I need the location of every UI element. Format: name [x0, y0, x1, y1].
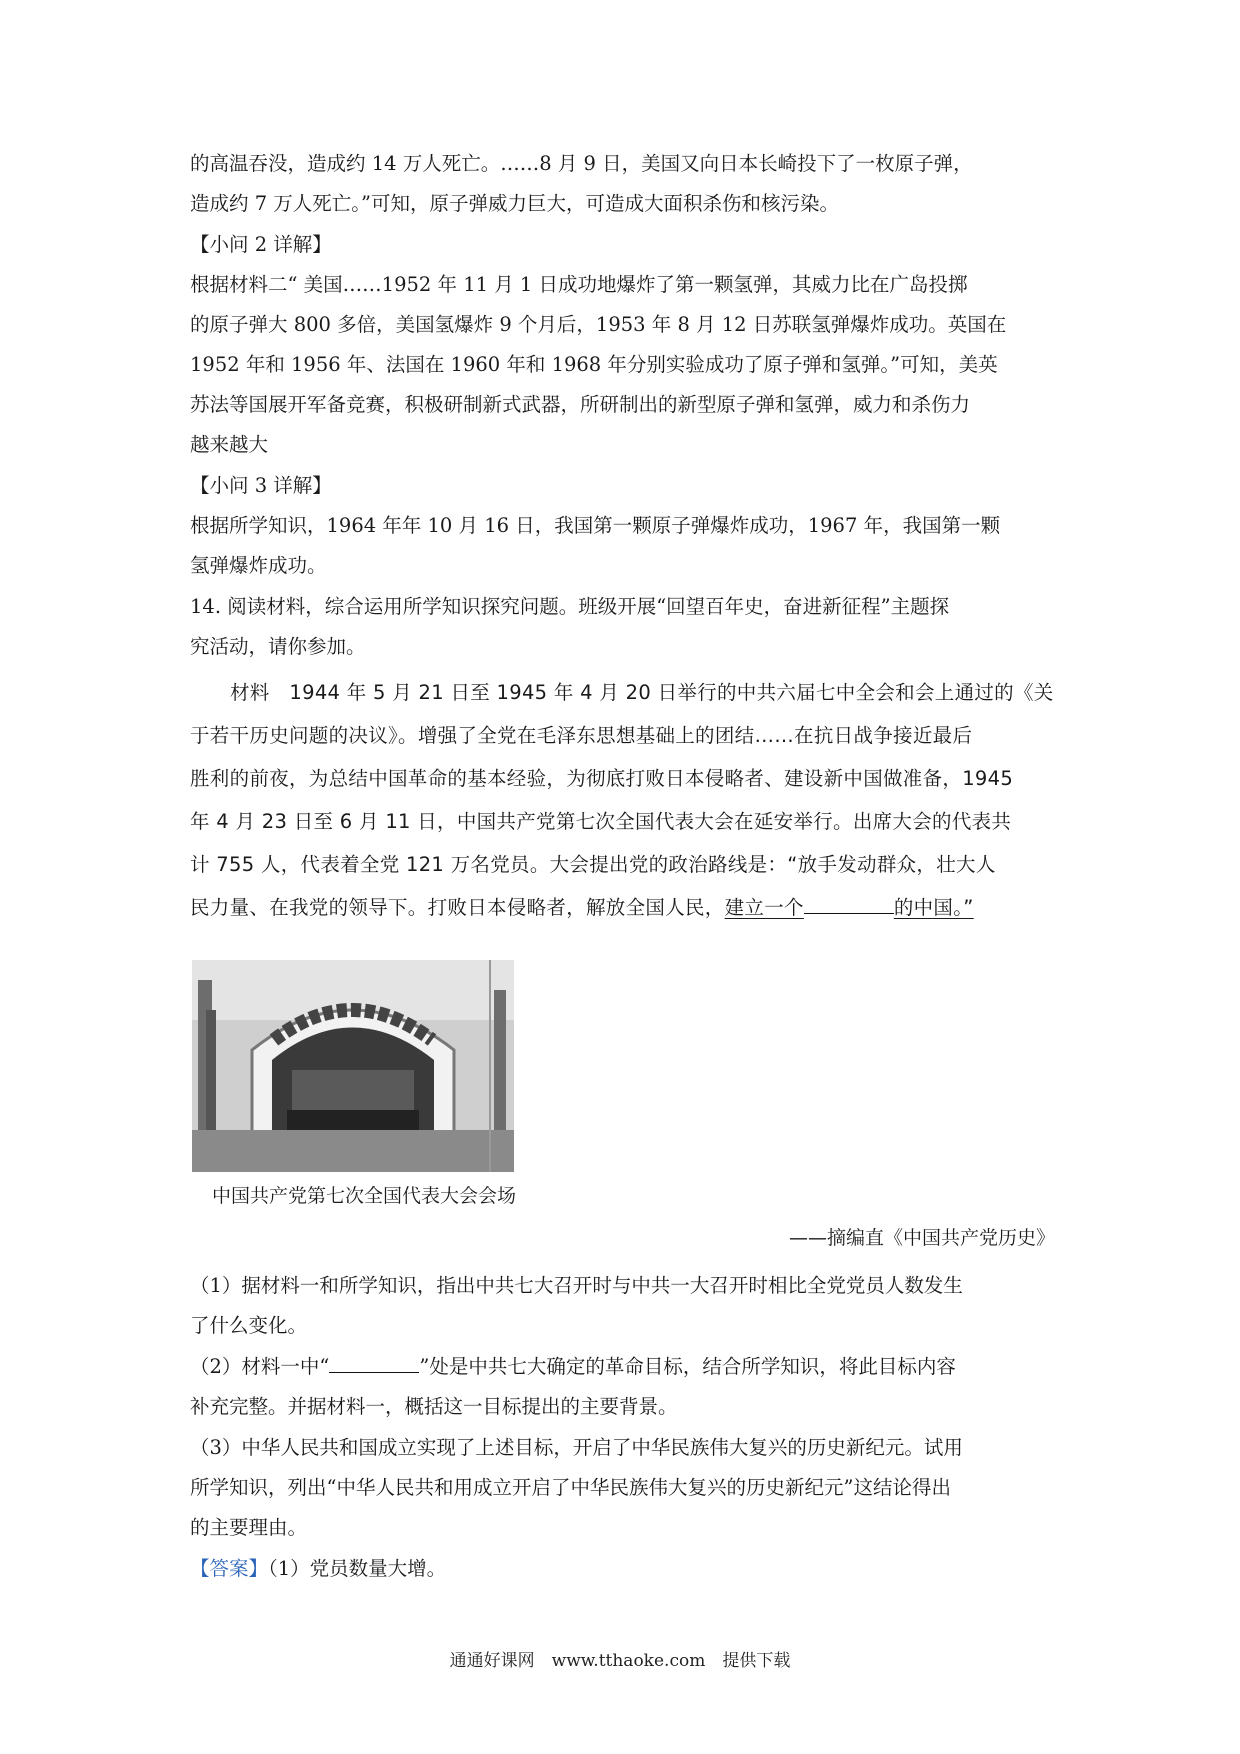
congress-hall-illustration [192, 960, 514, 1172]
question-line [190, 1347, 1060, 1387]
section-heading: 【小问 3 详解】 [190, 474, 332, 497]
material-line: 年 4 月 23 日至 6 月 11 日，中国共产党第七次全国代表大会在延安举行。出席大会的代表共 [190, 810, 1012, 833]
text-line: 的高温吞没，造成约 14 万人死亡。……8 月 9 日，美国又向日本长崎投下了一枚原子弹， [190, 152, 973, 175]
material-text: 民力量、在我党的领导下。打败日本侵略者，解放全国人民， [190, 896, 725, 919]
material-line: 材料 1944 年 5 月 21 日至 1945 年 4 月 20 日举行的中共六届七中全会和会上通过的《关 [230, 681, 1054, 704]
underlined-text: 建立一个 [724, 896, 804, 919]
question-line: （3）中华人民共和国成立实现了上述目标，开启了中华民族伟大复兴的历史新纪元。试用 [190, 1436, 963, 1459]
text-line: 究活动，请你参加。 [190, 635, 366, 658]
text-line: 越来越大 [190, 433, 269, 456]
question-line: 了什么变化。 [190, 1314, 308, 1337]
underlined-text: 的中国。” [893, 896, 974, 919]
material-line: 胜利的前夜，为总结中国革命的基本经验，为彻底打败日本侵略者、建设新中国做准备，1945 [190, 767, 1014, 790]
text-line: 氢弹爆炸成功。 [190, 554, 327, 577]
underlined-phrase [725, 896, 974, 919]
material-line: 于若干历史问题的决议》。增强了全党在毛泽东思想基础上的团结……在抗日战争接近最后 [190, 724, 973, 747]
congress-hall-photo [192, 960, 514, 1172]
answer-line [190, 1549, 1060, 1589]
text-line: 根据所学知识，1964 年年 10 月 16 日，我国第一颗原子弹爆炸成功，1967 年，我国第一颗 [190, 514, 1001, 537]
question-line: 的主要理由。 [190, 1516, 308, 1539]
answer-text: （1）党员数量大增。 [268, 1557, 447, 1580]
question-line: 所学知识，列出“中华人民共和用成立开启了中华民族伟大复兴的历史新纪元”这结论得出 [190, 1476, 951, 1499]
footer-text: 通通好课网 www.tthaoke.com 提供下载 [449, 1651, 791, 1671]
question-text: （2）材料一中“ [190, 1355, 330, 1378]
question-title: 14. 阅读材料，综合运用所学知识探究问题。班级开展“回望百年史，奋进新征程”主题探 [190, 595, 950, 618]
material-line: 计 755 人，代表着全党 121 万名党员。大会提出党的政治路线是：“放手发动群众，壮大人 [190, 853, 996, 876]
question-line: （1）据材料一和所学知识，指出中共七大召开时与中共一大召开时相比全党党员人数发生 [190, 1274, 963, 1297]
text-line: 的原子弹大 800 多倍，美国氢爆炸 9 个月后，1953 年 8 月 12 日苏联氢弹爆炸成功。英国在 [190, 313, 1007, 336]
material-line [190, 888, 1060, 928]
text-line: 苏法等国展开军备竞赛，积极研制新式武器，所研制出的新型原子弹和氢弹，威力和杀伤力 [190, 393, 971, 416]
text-line: 造成约 7 万人死亡。”可知，原子弹威力巨大，可造成大面积杀伤和核污染。 [190, 192, 840, 215]
source-citation: ——摘编直《中国共产党历史》 [788, 1227, 1055, 1249]
fill-blank [804, 895, 894, 914]
text-line: 1952 年和 1956 年、法国在 1960 年和 1968 年分别实验成功了原子弹和氢弹。”可知，美英 [190, 353, 998, 376]
question-line: 补充完整。并据材料一，概括这一目标提出的主要背景。 [190, 1395, 678, 1418]
photo-caption: 中国共产党第七次全国代表大会会场 [212, 1185, 517, 1207]
section-heading: 【小问 2 详解】 [190, 233, 332, 256]
answer-tag: 【答案】 [190, 1557, 269, 1580]
text-line: 根据材料二“ 美国……1952 年 11 月 1 日成功地爆炸了第一颗氢弹，其威力比在广岛投掷 [190, 273, 968, 296]
fill-blank [329, 1354, 419, 1373]
question-text: ”处是中共七大确定的革命目标，结合所学知识，将此目标内容 [419, 1355, 956, 1378]
